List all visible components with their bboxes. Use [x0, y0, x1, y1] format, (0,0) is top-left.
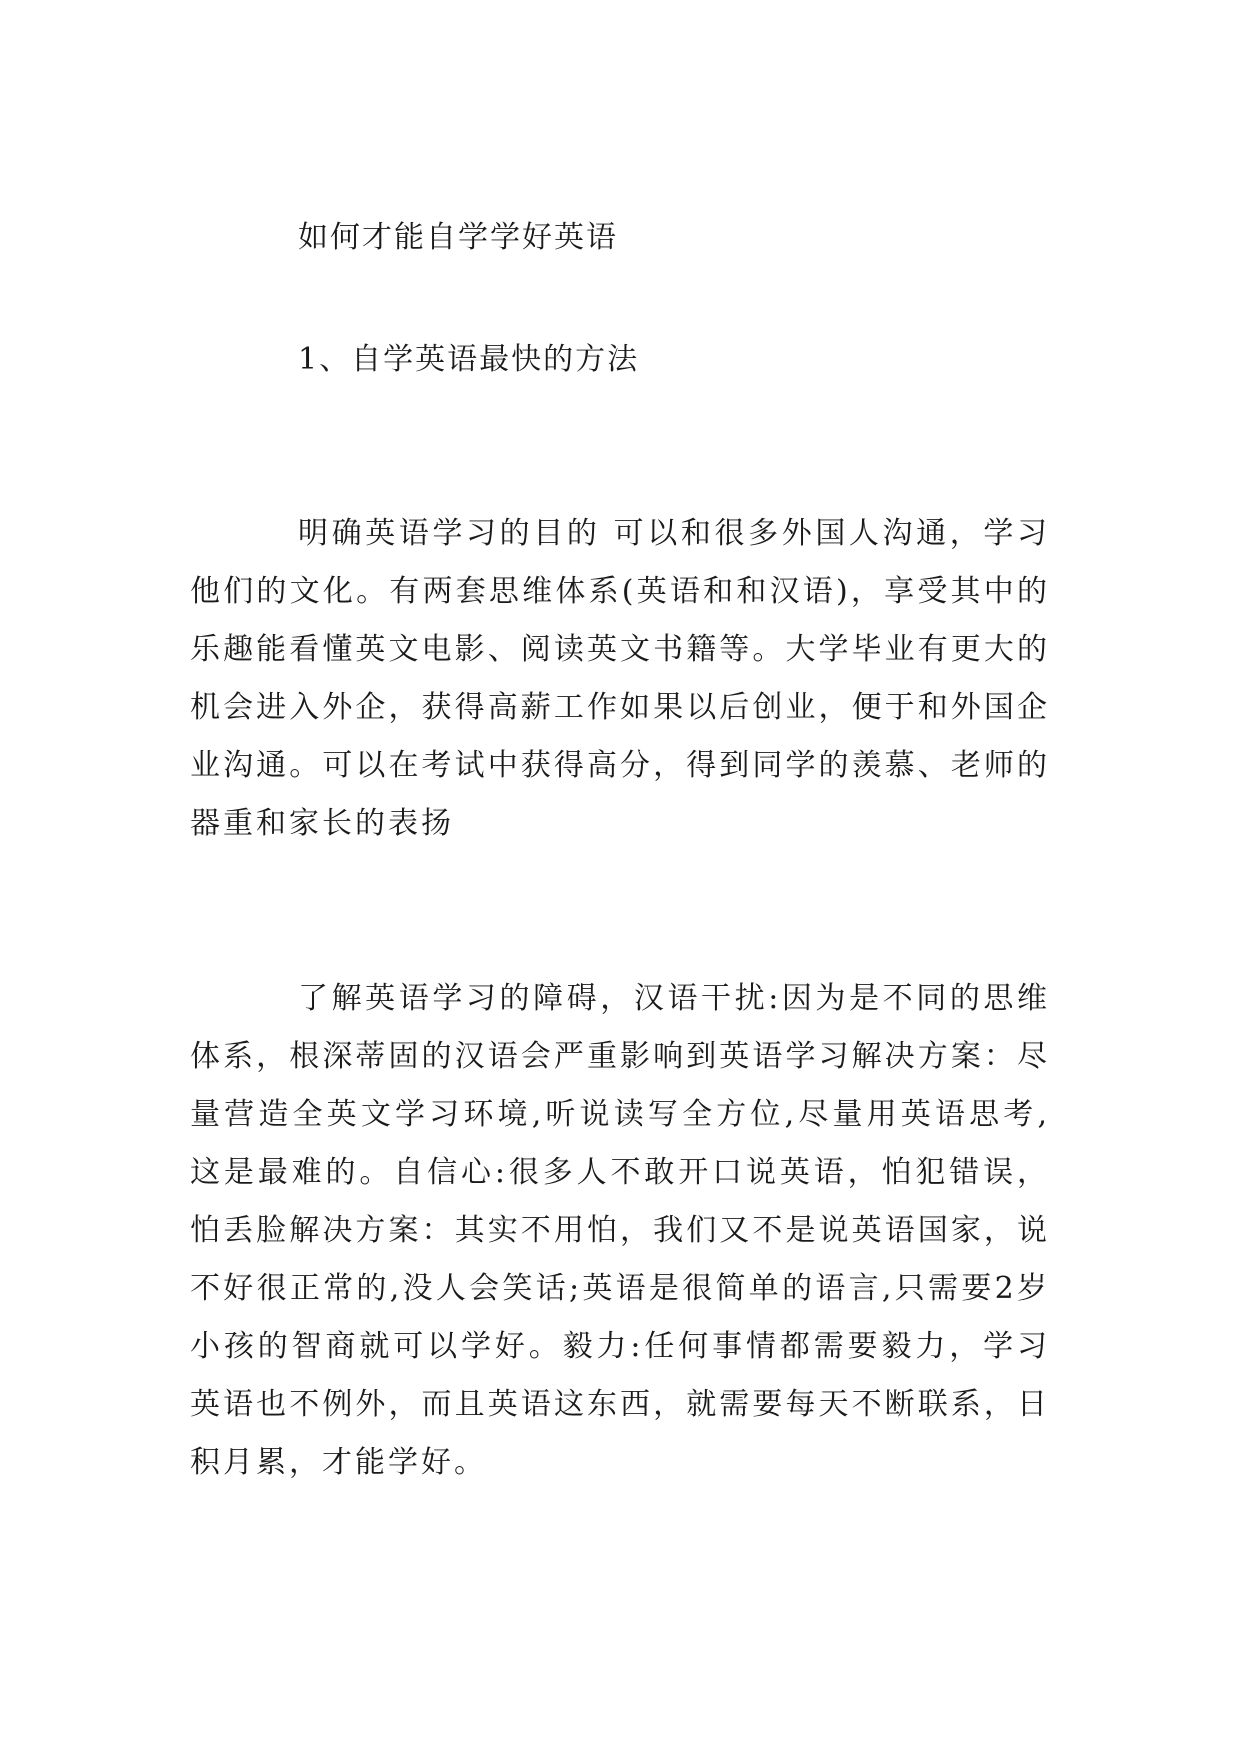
- paragraph-learning-obstacles: 了解英语学习的障碍，汉语干扰:因为是不同的思维体系，根深蒂固的汉语会严重影响到英语学习解决方案：尽量营造全英文学习环境,听说读写全方位,尽量用英语思考,这是最难的。自信心:很多人不敢开口说英语，怕犯错误，怕丢脸解决方案：其实不用怕，我们又不是说英语国家，说不好很正常的,没人会笑话;英语是很简单的语言,只需要2岁小孩的智商就可以学好。毅力:任何事情都需要毅力，学习英语也不例外，而且英语这东西，就需要每天不断联系，日积月累，才能学好。: [190, 981, 1050, 1480]
- document-title: 如何才能自学学好英语: [298, 220, 618, 255]
- section-heading: 1、自学英语最快的方法: [298, 342, 640, 377]
- paragraph-learning-purpose: 明确英语学习的目的 可以和很多外国人沟通，学习他们的文化。有两套思维体系(英语和和汉语)，享受其中的乐趣能看懂英文电影、阅读英文书籍等。大学毕业有更大的机会进入外企，获得高薪工作如果以后创业，便于和外国企业沟通。可以在考试中获得高分，得到同学的羡慕、老师的器重和家长的表扬: [190, 516, 1050, 841]
